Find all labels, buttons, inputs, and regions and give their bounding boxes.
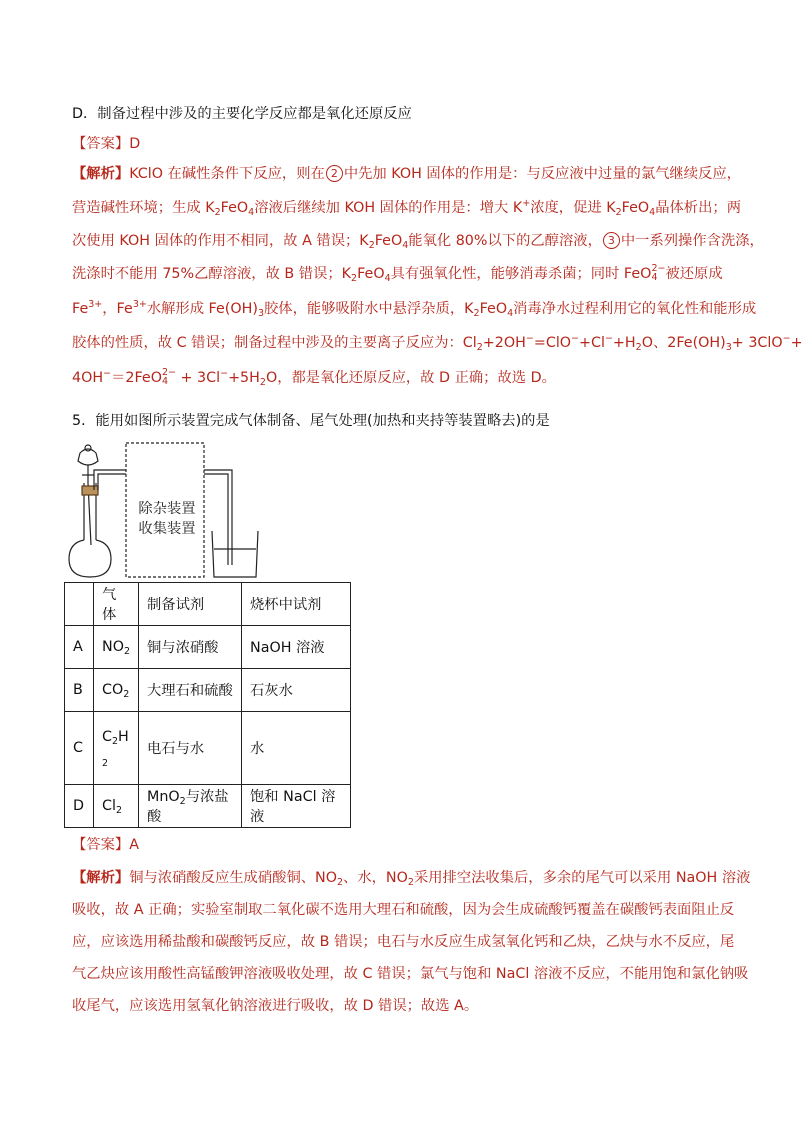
analysis-1-line-7: 4OH−＝2FeO2− $4 + 3Cl^-+5H_2O$，都是氧化还原反应，故 D 正确；故选 D。	[72, 367, 556, 388]
analysis-2-line-5: 收尾气，应该选用氢氧化钠溶液进行吸收，故 D 错误；故选 A。	[72, 998, 479, 1014]
answer-tag: 【答案】	[72, 136, 130, 152]
question-5-stem: 5．能用如图所示装置完成气体制备、尾气处理(加热和夹持等装置略去)的是	[72, 413, 550, 429]
analysis-1-line-6: 胶体的性质，故 C 错误；制备过程中涉及的主要离子反应为：$Cl_2+2OH^-=ClO^-+Cl^-+H_2O$、$2Fe(OH)_3+ 3ClO^-+$	[72, 333, 803, 353]
analysis-tag: 【解析】	[72, 166, 130, 182]
analysis-1-line-4: 洗涤时不能用 75%乙醇溶液，故 B 错误；$K_2FeO_4$具有强氧化性，能够消毒杀菌；同时 FeO2− 4 被还原成	[72, 263, 723, 284]
table-row: A $NO_2$ 铜与浓硝酸 NaOH 溶液	[65, 626, 351, 669]
answer-2: 【答案】A	[72, 837, 139, 853]
beaker	[212, 531, 258, 577]
table-row: C $C_2H$ $_2$ 电石与水 水	[65, 712, 351, 785]
apparatus-diagram	[64, 435, 274, 584]
circled-number: 3	[603, 232, 620, 249]
col-header-gas: 气体	[94, 583, 139, 626]
table-header-row	[65, 583, 351, 626]
analysis-2-line-3: 应，应该选用稀盐酸和碳酸钙反应，故 B 错误；电石与水反应生成氢氧化钙和乙炔，乙炔与水不反应，尾	[72, 934, 735, 950]
analysis-2-line-1: 【解析】铜与浓硝酸反应生成硝酸铜、$NO_2$、水，$NO_2$采用排空法收集后，多余的尾气可以采用 NaOH 溶液	[72, 870, 751, 888]
analysis-1-line-5: $Fe^{3+}$，$Fe^{3+}$水解形成 $Fe(OH)_3$胶体，能够吸附水中悬浮杂质，$K_2FeO_4$消毒净水过程利用它的氧化性和能形成	[72, 299, 757, 319]
analysis-1-line-3: 次使用 KOH 固体的作用不相同，故 A 错误；$K_2FeO_4$能氧化 80%以下的乙醇溶液， 3 中一系列操作含洗涤，	[72, 233, 764, 251]
col-header-reagent: 制备试剂	[139, 583, 242, 626]
rubber-stopper	[82, 486, 98, 495]
options-table	[64, 582, 351, 828]
round-bottom-flask	[69, 540, 111, 577]
analysis-1-line-1: 【解析】KClO 在碱性条件下反应，则在 2 中先加 KOH 固体的作用是：与反应液中过量的氯气继续反应，	[72, 166, 741, 182]
col-header-beaker: 烧杯中试剂	[242, 583, 351, 626]
answer-value: D	[129, 136, 141, 152]
answer-1	[72, 134, 140, 154]
circled-number: 2	[326, 165, 343, 182]
box-label: 除杂装置 收集装置	[138, 501, 196, 537]
option-d-text: D．制备过程中涉及的主要化学反应都是氧化还原反应	[72, 106, 412, 122]
table-row: D $Cl_2$ MnO$_2$与浓盐酸 饱和 NaCl 溶液	[65, 785, 351, 828]
analysis-2-line-4: 气乙炔应该用酸性高锰酸钾溶液吸收处理，故 C 错误；氯气与饱和 NaCl 溶液不反应，不能用饱和氯化钠吸	[72, 966, 749, 982]
analysis-1-line-2: 营造碱性环境；生成 $K_2FeO_4$溶液后继续加 KOH 固体的作用是：增大 K+浓度，促进 $K_2FeO_4$晶体析出；两	[72, 198, 741, 218]
delivery-tube-1	[94, 470, 126, 490]
table-row: B $CO_2$ 大理石和硫酸 石灰水	[65, 669, 351, 712]
funnel-stopper	[85, 445, 91, 451]
analysis-2-line-2: 吸收，故 A 正确；实验室制取二氧化碳不选用大理石和硫酸，因为会生成硫酸钙覆盖在碳酸钙表面阻止反	[72, 902, 735, 918]
